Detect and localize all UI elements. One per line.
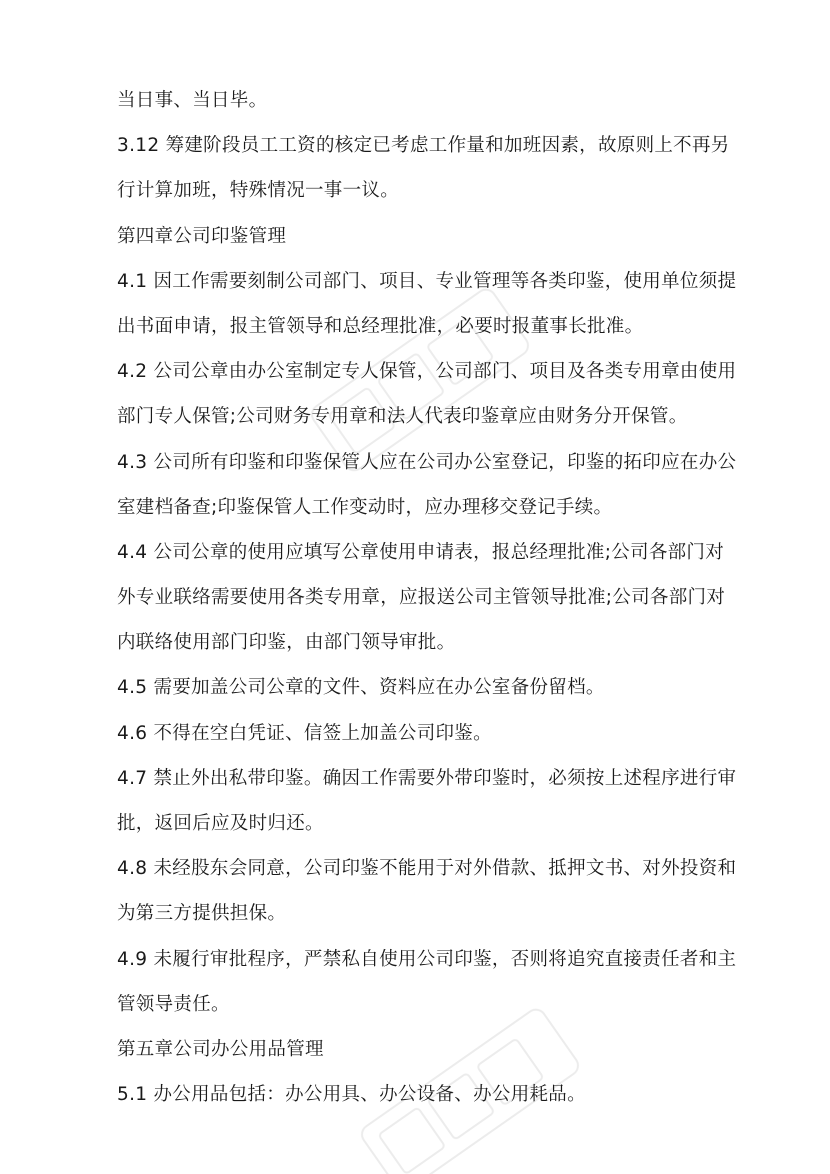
text-line: 4.4 公司公章的使用应填写公章使用申请表，报总经理批准;公司各部门对 (117, 541, 725, 563)
text-line: 批，返回后应及时归还。 (117, 813, 324, 834)
text-line: 3.12 筹建阶段员工工资的核定已考虑工作量和加班因素，故原则上不再另 (117, 135, 730, 157)
text-line: 4.9 未履行审批程序，严禁私自使用公司印鉴，否则将追究直接责任者和主 (117, 948, 737, 970)
text-line: 当日事、当日毕。 (117, 90, 268, 111)
document-body (117, 78, 757, 1117)
text-line: 为第三方提供担保。 (117, 903, 287, 925)
text-line: 出书面申请，报主管领导和总经理批准，必要时报董事长批准。 (117, 315, 644, 337)
text-line: 4.2 公司公章由办公室制定专人保管，公司部门、项目及各类专用章由使用 (117, 361, 737, 383)
text-line: 4.8 未经股东会同意，公司印鉴不能用于对外借款、抵押文书、对外投资和 (117, 858, 737, 880)
chapter-heading: 第四章公司印鉴管理 (117, 225, 287, 247)
text-line: 室建档备查;印鉴保管人工作变动时，应办理移交登记手续。 (117, 496, 613, 518)
text-line: 4.5 需要加盖公司公章的文件、资料应在办公室备份留档。 (117, 677, 605, 699)
text-line: 5.1 办公用品包括：办公用具、办公设备、办公用耗品。 (117, 1084, 586, 1106)
text-line: 内联络使用部门印鉴，由部门领导审批。 (117, 632, 456, 654)
text-line: 管领导责任。 (117, 993, 230, 1015)
text-line: 4.6 不得在空白凭证、信签上加盖公司印鉴。 (117, 722, 492, 744)
text-line: 部门专人保管;公司财务专用章和法人代表印鉴章应由财务分开保管。 (117, 406, 688, 428)
text-line: 4.7 禁止外出私带印鉴。确因工作需要外带印鉴时，必须按上述程序进行审 (117, 767, 737, 789)
text-line: 外专业联络需要使用各类专用章，应报送公司主管领导批准;公司各部门对 (117, 587, 726, 609)
text-line: 4.1 因工作需要刻制公司部门、项目、专业管理等各类印鉴，使用单位须提 (117, 270, 737, 292)
chapter-heading: 第五章公司办公用品管理 (117, 1038, 324, 1060)
text-line: 4.3 公司所有印鉴和印鉴保管人应在公司办公室登记，印鉴的拓印应在办公 (117, 451, 737, 473)
text-line: 行计算加班，特殊情况一事一议。 (117, 180, 400, 202)
